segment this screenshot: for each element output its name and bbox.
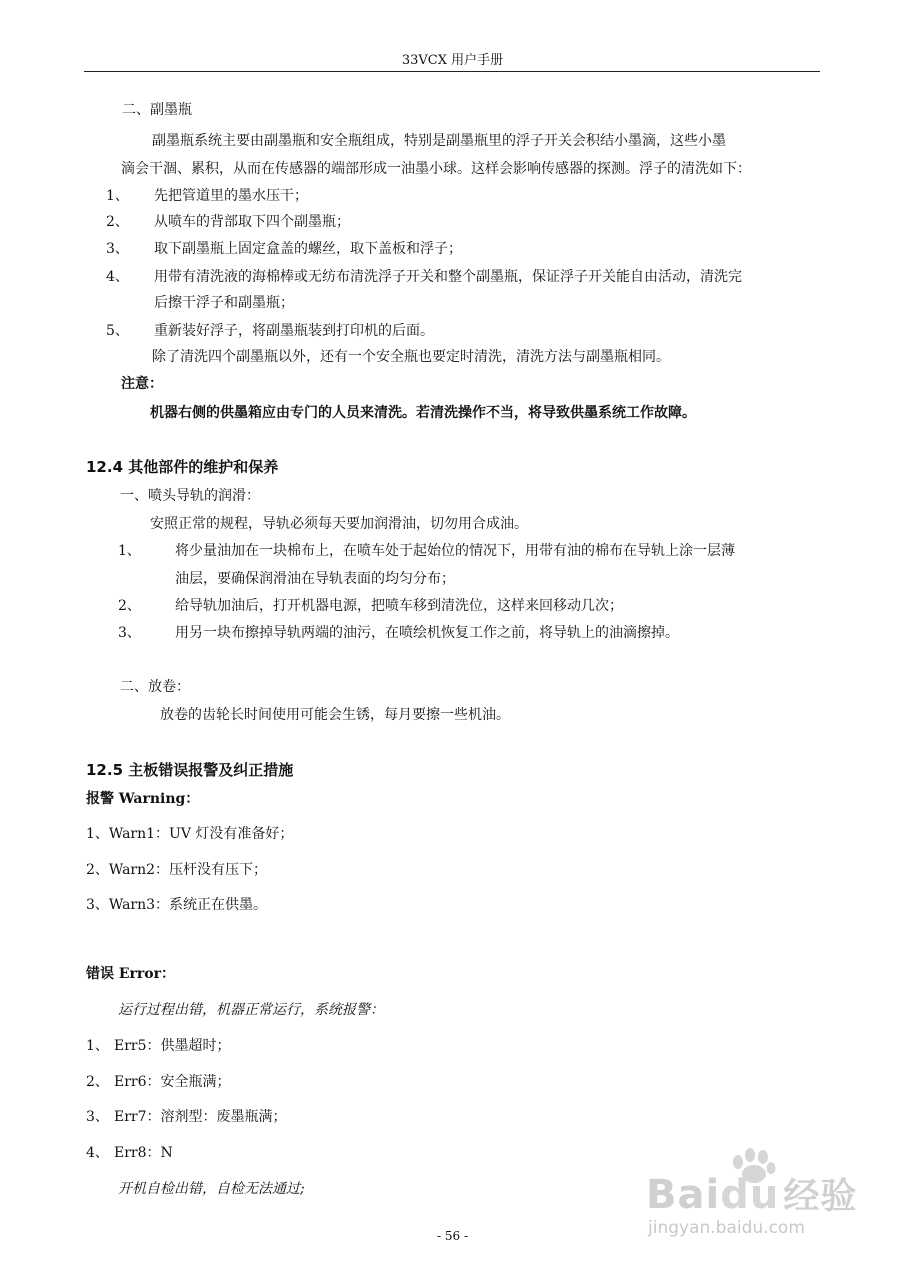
error-item: Err7：溶剂型：废墨瓶满； [114, 1109, 287, 1125]
step-text-continued: 后擦干浮子和副墨瓶； [154, 295, 294, 311]
error-label: 错误 Error： [86, 966, 176, 982]
error-item: Err8：N [114, 1145, 173, 1161]
step-text-continued: 油层，要确保润滑油在导轨表面的均匀分布； [175, 571, 455, 587]
step-text: 从喷车的背部取下四个副墨瓶； [154, 214, 350, 230]
watermark-brand: Bai [646, 1172, 721, 1218]
page-header: 33VCX 用户手册 [401, 53, 504, 68]
step-number: 4、 [106, 269, 129, 285]
warning-item: 2、Warn2：压杆没有压下； [86, 862, 268, 878]
step-number: 3、 [106, 241, 129, 257]
note-label: 注意： [121, 376, 163, 392]
step-text: 用带有清洗液的海棉棒或无纺布清洗浮子开关和整个副墨瓶，保证浮子开关能自由活动，清洗完 [154, 269, 742, 285]
paragraph-line: 放卷的齿轮长时间使用可能会生锈，每月要擦一些机油。 [160, 707, 510, 723]
step-text: 给导轨加油后，打开机器电源，把喷车移到清洗位，这样来回移动几次； [175, 598, 623, 614]
baidu-watermark [640, 1140, 880, 1240]
error-number: 2、 [86, 1074, 109, 1090]
subsection-title: 一、喷头导轨的润滑： [120, 488, 260, 504]
paragraph-line: 滴会干涸、累积，从而在传感器的端部形成一油墨小球。这样会影响传感器的探测。浮子的清洗如下： [121, 161, 751, 177]
header-rule [84, 71, 820, 72]
step-number: 5、 [106, 323, 129, 339]
paragraph-line: 除了清洗四个副墨瓶以外，还有一个安全瓶也要定时清洗，清洗方法与副墨瓶相同。 [152, 349, 670, 365]
warning-item: 1、Warn1：UV 灯没有准备好； [86, 826, 294, 842]
step-number: 1、 [106, 188, 129, 204]
error-number: 3、 [86, 1109, 109, 1125]
paragraph-line: 安照正常的规程，导轨必须每天要加润滑油，切勿用合成油。 [150, 516, 528, 532]
step-number: 1、 [118, 543, 141, 559]
step-text: 先把管道里的墨水压干； [154, 188, 308, 204]
page-number: - 56 - [436, 1229, 468, 1243]
section-title-sub-ink: 二、副墨瓶 [122, 102, 192, 118]
note-text: 机器右侧的供墨箱应由专门的人员来清洗。若清洗操作不当，将导致供墨系统工作故障。 [150, 405, 696, 421]
error-intro: 运行过程出错，机器正常运行，系统报警： [118, 1002, 384, 1018]
watermark-brand-suffix: du [720, 1172, 780, 1218]
step-number: 3、 [118, 625, 141, 641]
startup-error-text: 开机自检出错，自检无法通过; [118, 1181, 305, 1197]
error-number: 1、 [86, 1038, 109, 1054]
step-text: 取下副墨瓶上固定盒盖的螺丝，取下盖板和浮子； [154, 241, 462, 257]
step-text: 用另一块布擦掉导轨两端的油污，在喷绘机恢复工作之前，将导轨上的油滴擦掉。 [175, 625, 679, 641]
section-heading-12-5: 12.5 主板错误报警及纠正措施 [86, 761, 294, 779]
error-number: 4、 [86, 1145, 109, 1161]
paragraph-line: 副墨瓶系统主要由副墨瓶和安全瓶组成，特别是副墨瓶里的浮子开关会积结小墨滴，这些小墨 [152, 133, 726, 149]
watermark-cn: 经验 [783, 1176, 858, 1217]
step-number: 2、 [118, 598, 141, 614]
step-number: 2、 [106, 214, 129, 230]
warning-item: 3、Warn3：系统正在供墨。 [86, 897, 268, 913]
warning-label: 报警 Warning： [86, 791, 200, 807]
subsection-title: 二、放卷： [120, 679, 190, 695]
step-text: 重新装好浮子，将副墨瓶装到打印机的后面。 [154, 323, 434, 339]
step-text: 将少量油加在一块棉布上，在喷车处于起始位的情况下，用带有油的棉布在导轨上涂一层薄 [175, 543, 735, 559]
error-item: Err5：供墨超时； [114, 1038, 231, 1054]
error-item: Err6：安全瓶满； [114, 1074, 231, 1090]
watermark-url: jingyan.baidu.com [648, 1218, 805, 1238]
section-heading-12-4: 12.4 其他部件的维护和保养 [86, 458, 279, 476]
